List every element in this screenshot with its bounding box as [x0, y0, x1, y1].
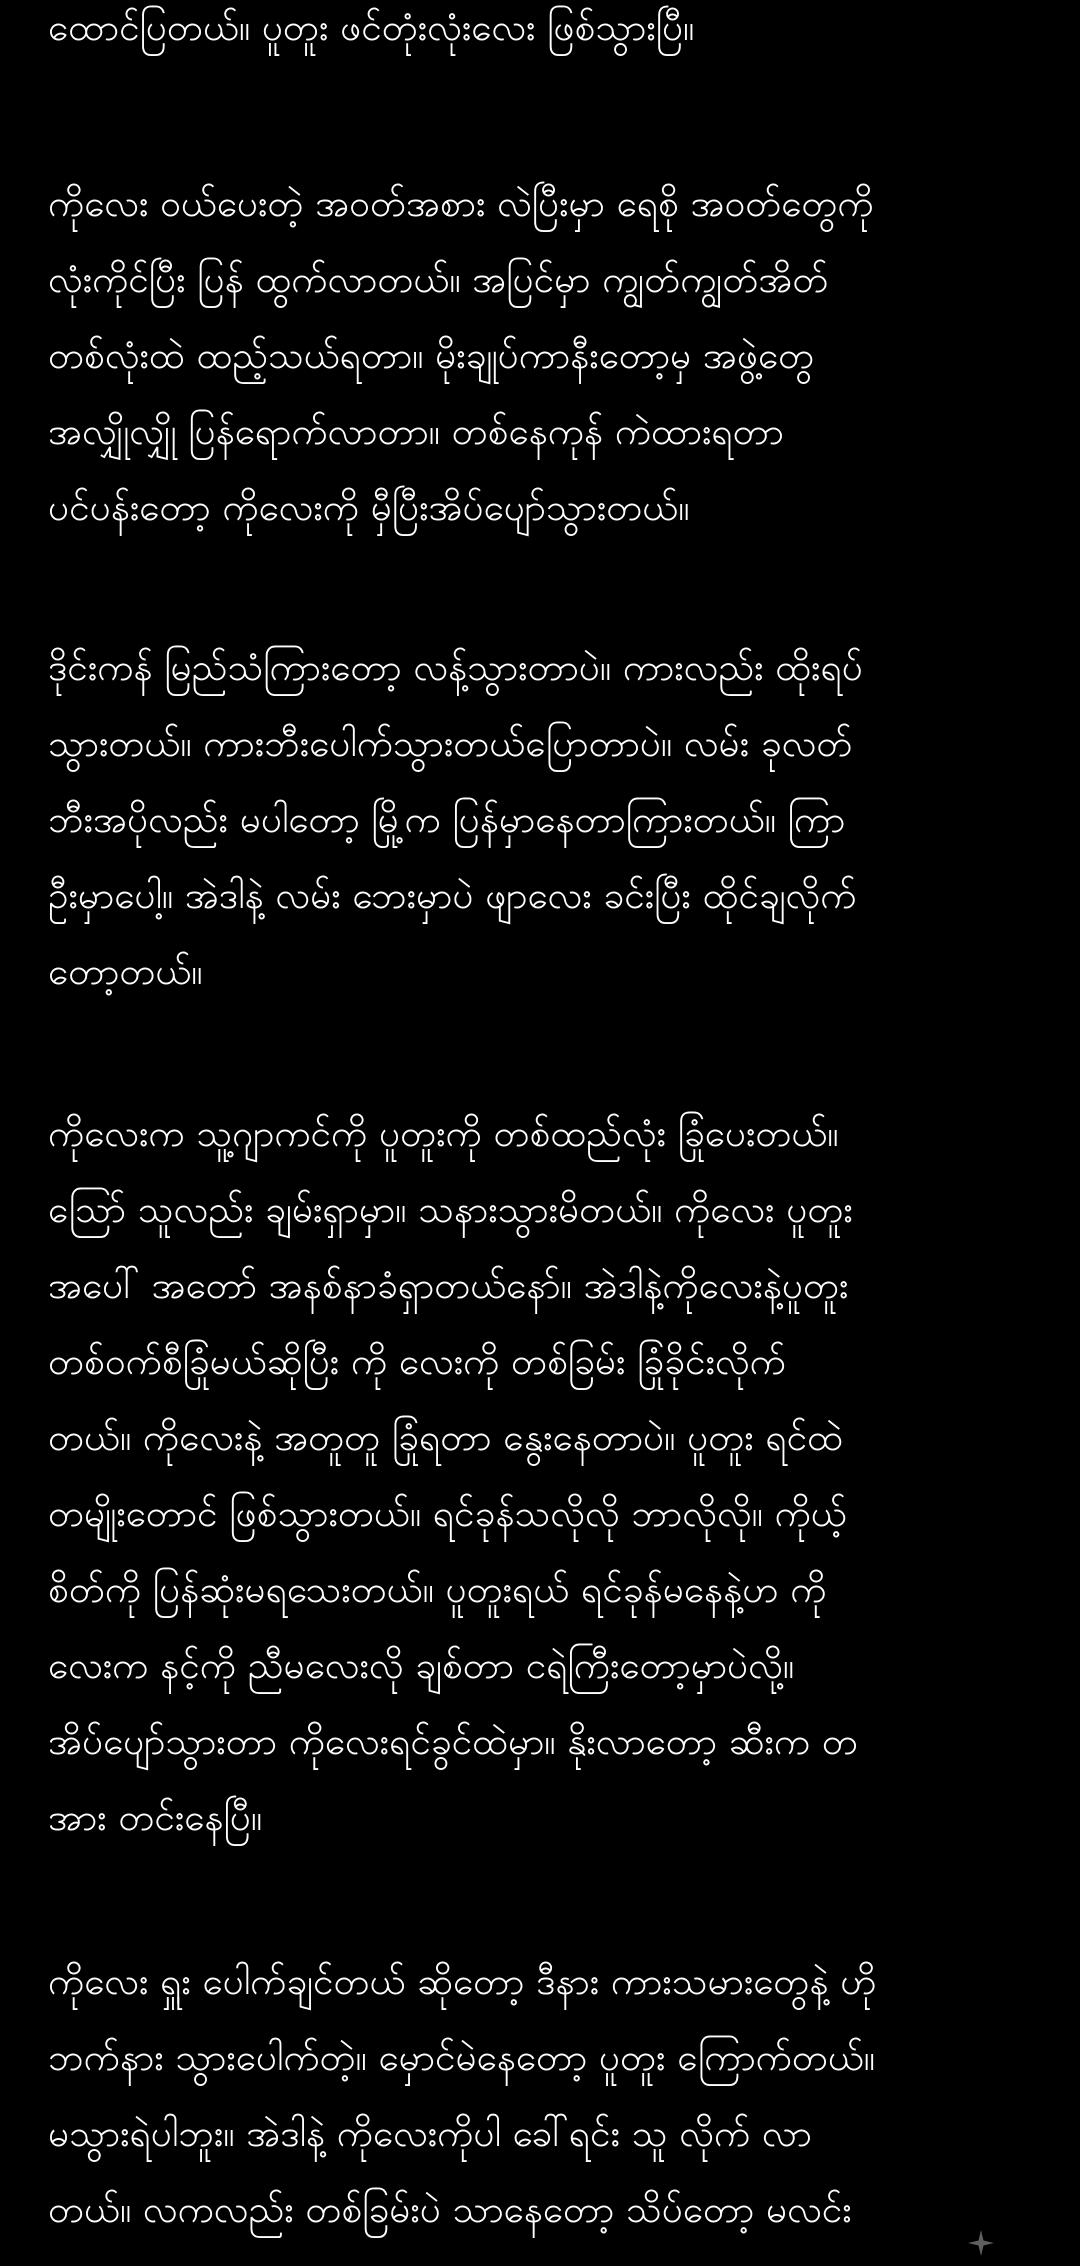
text-line: ကိုလေးက သူ့ဂျာကင်ကို ပူတူးကို တစ်ထည်လုံး ခြုံပေးတယ်။: [48, 1112, 839, 1155]
text-line: တယ်။ ကိုလေးနဲ့ အတူတူ ခြုံရတာ နွေးနေတာပဲ။ ပူတူး ရင်ထဲ: [48, 1416, 843, 1459]
text-line: မသွားရဲပါဘူး။ အဲဒါနဲ့ ကိုလေးကိုပါ ခေါ်ရင်း သူ လိုက် လာ: [48, 2112, 812, 2155]
text-line: လုံးကိုင်ပြီး ပြန် ထွက်လာတယ်။ အပြင်မှာ ကျွတ်ကျွတ်အိတ်: [48, 258, 829, 301]
text-line: တမျိုးတောင် ဖြစ်သွားတယ်။ ရင်ခုန်သလိုလို ဘာလိုလို။ ကိုယ့်: [48, 1492, 847, 1535]
text-line: သွားတယ်။ ကားဘီးပေါက်သွားတယ်ပြောတာပဲ။ လမ်း ခုလတ်: [48, 722, 853, 765]
sparkle-icon: [966, 2228, 996, 2258]
text-line: စိတ်ကို ပြန်ဆုံးမရသေးတယ်။ ပူတူးရယ် ရင်ခုန်မနေနဲ့ဟ ကို: [48, 1568, 827, 1611]
text-line: တယ်။ လကလည်း တစ်ခြမ်းပဲ သာနေတော့ သိပ်တော့ မလင်း: [48, 2188, 852, 2231]
text-line: အိပ်ပျော်သွားတာ ကိုလေးရင်ခွင်ထဲမှာ။ နိုးလာတော့ ဆီးက တ: [48, 1720, 858, 1763]
text-line: ဘက်နား သွားပေါက်တဲ့။ မှောင်မဲနေတော့ ပူတူး ကြောက်တယ်။: [48, 2036, 876, 2079]
text-line: တစ်လုံးထဲ ထည့်သယ်ရတာ။ မိုးချုပ်ကာနီးတော့မှ အဖွဲ့တွေ: [48, 334, 815, 377]
text-line: လေးက နင့်ကို ညီမလေးလို ချစ်တာ ငရဲကြီးတော့မှာပဲလို့။: [48, 1644, 795, 1687]
text-line: ကိုလေး ရှူး ပေါက်ချင်တယ် ဆိုတော့ ဒီနား ကားသမားတွေနဲ့ ဟို: [48, 1960, 877, 2003]
text-line: အား တင်းနေပြီ။: [48, 1796, 263, 1839]
text-line: ဦးမှာပေါ့။ အဲဒါနဲ့ လမ်း ဘေးမှာပဲ ဖျာလေး ခင်းပြီး ထိုင်ချလိုက်: [48, 874, 857, 917]
text-line: သြော် သူလည်း ချမ်းရှာမှာ။ သနားသွားမိတယ်။ ကိုလေး ပူတူး: [48, 1188, 853, 1231]
text-line: ထောင်ပြတယ်။ ပူတူး ဖင်တုံးလုံးလေး ဖြစ်သွားပြီ။: [48, 6, 695, 49]
text-line: အပေါ် အတော် အနစ်နာခံရှာတယ်နော်။ အဲဒါနဲ့ကိုလေးနဲ့ပူတူး: [48, 1264, 849, 1307]
text-line: ဘီးအပိုလည်း မပါတော့ မြို့က ပြန်မှာနေတာကြားတယ်။ ကြာ: [48, 798, 846, 841]
text-line: ဒိုင်းကန် မြည်သံကြားတော့ လန့်သွားတာပဲ။ ကားလည်း ထိုးရပ်: [48, 646, 863, 689]
text-line: တစ်ဝက်စီခြုံမယ်ဆိုပြီး ကို လေးကို တစ်ခြမ်း ခြုံခိုင်းလိုက်: [48, 1340, 786, 1383]
text-line: အလျှိုလျှို ပြန်ရောက်လာတာ။ တစ်နေကုန် ကဲထားရတာ: [48, 410, 784, 453]
text-line: ကိုလေး ဝယ်ပေးတဲ့ အဝတ်အစား လဲပြီးမှာ ရေစို အဝတ်တွေကို: [48, 182, 874, 225]
text-line: ပင်ပန်းတော့ ကိုလေးကို မှီပြီးအိပ်ပျော်သွားတယ်။: [48, 486, 690, 529]
text-line: တော့တယ်။: [48, 950, 203, 993]
